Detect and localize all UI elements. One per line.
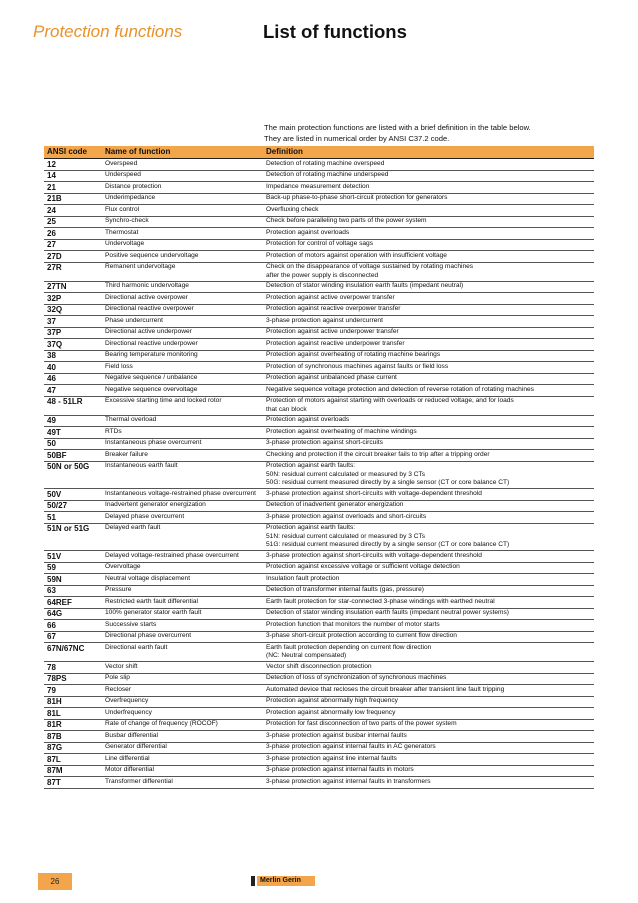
ansi-code-cell: 47 [44,385,102,397]
ansi-code-cell: 51N or 51G [44,523,102,551]
ansi-code-cell: 51 [44,512,102,524]
function-name-cell: Directional phase overcurrent [102,631,263,643]
function-name-cell: Transformer differential [102,777,263,789]
ansi-code-cell: 81R [44,719,102,731]
ansi-code-cell: 67 [44,631,102,643]
function-name-cell: Phase undercurrent [102,316,263,328]
function-name-cell: Instantaneous earth fault [102,461,263,489]
ansi-code-cell: 50/27 [44,500,102,512]
ansi-code-cell: 37Q [44,339,102,351]
table-row [44,251,594,263]
definition-cell: Vector shift disconnection protection [263,662,594,674]
table-row [44,500,594,512]
definition-cell: Checking and protection if the circuit breaker fails to trip after a tripping order [263,450,594,462]
functions-table [44,146,594,789]
table-row [44,708,594,720]
ansi-code-cell: 26 [44,228,102,240]
definition-cell: Detection of rotating machine overspeed [263,159,594,171]
definition-cell: Detection of rotating machine underspeed [263,170,594,182]
ansi-code-cell: 81H [44,696,102,708]
table-row [44,562,594,574]
definition-cell: Detection of inadvertent generator energization [263,500,594,512]
definition-cell: Protection against unbalanced phase current [263,373,594,385]
ansi-code-cell: 79 [44,685,102,697]
table-row [44,228,594,240]
ansi-code-cell: 87L [44,754,102,766]
ansi-code-cell: 12 [44,159,102,171]
table-row [44,620,594,632]
table-row [44,754,594,766]
table-row [44,523,594,551]
ansi-code-cell: 37P [44,327,102,339]
function-name-cell: Breaker failure [102,450,263,462]
ansi-code-cell: 87B [44,731,102,743]
definition-cell: Protection against overheating of rotating machine bearings [263,350,594,362]
table-header-row [44,146,594,159]
brand-name: Merlin Gerin [257,876,315,886]
function-name-cell: Restricted earth fault differential [102,597,263,609]
table-row [44,239,594,251]
definition-cell: Protection against reactive underpower transfer [263,339,594,351]
function-name-cell: Directional earth fault [102,643,263,662]
definition-cell: Negative sequence voltage protection and detection of reverse rotation of rotating machines [263,385,594,397]
table-row [44,551,594,563]
function-name-cell: Directional active underpower [102,327,263,339]
ansi-code-cell: 81L [44,708,102,720]
definition-cell: Protection function that monitors the number of motor starts [263,620,594,632]
function-name-cell: Directional active overpower [102,293,263,305]
ansi-code-cell: 32P [44,293,102,305]
table-row [44,777,594,789]
definition-cell: Detection of loss of synchronization of synchronous machines [263,673,594,685]
definition-cell: Protection against overheating of machine windings [263,427,594,439]
ansi-code-cell: 37 [44,316,102,328]
definition-cell: Earth fault protection for star-connected 3-phase windings with earthed neutral [263,597,594,609]
table-row [44,696,594,708]
ansi-code-cell: 21B [44,193,102,205]
definition-cell: Protection against earth faults: 50N: residual current calculated or measured by 3 CTs 50G: residual current measured directly by a single sensor (CT or core balance CT) [263,461,594,489]
definition-cell: 3-phase protection against busbar internal faults [263,731,594,743]
ansi-code-cell: 59 [44,562,102,574]
section-title: Protection functions [33,22,183,41]
function-name-cell: Inadvertent generator energization [102,500,263,512]
definition-cell: Protection against active underpower transfer [263,327,594,339]
function-name-cell: Remanent undervoltage [102,262,263,281]
definition-cell: Protection against overloads [263,228,594,240]
table-row [44,316,594,328]
table-row [44,597,594,609]
ansi-code-cell: 50BF [44,450,102,462]
table-row [44,396,594,415]
definition-cell: Protection of motors against operation with insufficient voltage [263,251,594,263]
definition-cell: Protection for control of voltage sags [263,239,594,251]
function-name-cell: Underspeed [102,170,263,182]
function-name-cell: Neutral voltage displacement [102,574,263,586]
function-name-cell: Delayed earth fault [102,523,263,551]
function-name-cell: Underimpedance [102,193,263,205]
intro-line-2: They are listed in numerical order by ANSI C37.2 code. [264,134,450,143]
table-row [44,450,594,462]
page-number: 26 [38,873,72,890]
table-row [44,362,594,374]
ansi-code-cell: 27TN [44,281,102,293]
ansi-code-cell: 50 [44,438,102,450]
function-name-cell: Instantaneous phase overcurrent [102,438,263,450]
definition-cell: 3-phase protection against internal faults in transformers [263,777,594,789]
function-name-cell: Busbar differential [102,731,263,743]
ansi-code-cell: 59N [44,574,102,586]
table-row [44,193,594,205]
function-name-cell: Directional reactive overpower [102,304,263,316]
ansi-code-cell: 51V [44,551,102,563]
table-row [44,427,594,439]
function-name-cell: Overvoltage [102,562,263,574]
table-row [44,631,594,643]
table-row [44,673,594,685]
function-name-cell: Thermostat [102,228,263,240]
definition-cell: Detection of stator winding insulation earth faults (impedant neutral power systems) [263,608,594,620]
ansi-code-cell: 50V [44,489,102,501]
brand-logo [251,876,315,886]
table-row [44,512,594,524]
definition-cell: Protection against earth faults: 51N: residual current calculated or measured by 3 CTs 51G: residual current measured directly by a single sensor (CT or core balance CT) [263,523,594,551]
table-row [44,327,594,339]
table-row [44,262,594,281]
column-header-definition: Definition [263,146,594,159]
ansi-code-cell: 64G [44,608,102,620]
function-name-cell: Undervoltage [102,239,263,251]
function-name-cell: RTDs [102,427,263,439]
table-row [44,742,594,754]
function-name-cell: Successive starts [102,620,263,632]
ansi-code-cell: 46 [44,373,102,385]
column-header-ansi-code: ANSI code [44,146,102,159]
table-row [44,585,594,597]
ansi-code-cell: 78PS [44,673,102,685]
function-name-cell: Thermal overload [102,415,263,427]
function-name-cell: Negative sequence / unbalance [102,373,263,385]
definition-cell: Detection of transformer internal faults (gas, pressure) [263,585,594,597]
definition-cell: Protection of motors against starting with overloads or reduced voltage, and for loads that can block [263,396,594,415]
definition-cell: 3-phase protection against internal faults in AC generators [263,742,594,754]
function-name-cell: Field loss [102,362,263,374]
function-name-cell: Vector shift [102,662,263,674]
definition-cell: Back-up phase-to-phase short-circuit protection for generators [263,193,594,205]
function-name-cell: Delayed phase overcurrent [102,512,263,524]
definition-cell: Earth fault protection depending on current flow direction (NC: Neutral compensated) [263,643,594,662]
function-name-cell: Delayed voltage-restrained phase overcurrent [102,551,263,563]
table-row [44,765,594,777]
function-name-cell: Motor differential [102,765,263,777]
table-row [44,662,594,674]
function-name-cell: Pole slip [102,673,263,685]
definition-cell: Protection against active overpower transfer [263,293,594,305]
table-row [44,415,594,427]
ansi-code-cell: 87M [44,765,102,777]
table-row [44,574,594,586]
ansi-code-cell: 25 [44,216,102,228]
definition-cell: 3-phase protection against internal faults in motors [263,765,594,777]
function-name-cell: Distance protection [102,182,263,194]
definition-cell: Insulation fault protection [263,574,594,586]
definition-cell: Protection of synchronous machines against faults or field loss [263,362,594,374]
function-name-cell: 100% generator stator earth fault [102,608,263,620]
table-row [44,293,594,305]
ansi-code-cell: 27D [44,251,102,263]
definition-cell: Impedance measurement detection [263,182,594,194]
table-body [44,159,594,789]
table-row [44,385,594,397]
ansi-code-cell: 27R [44,262,102,281]
function-name-cell: Instantaneous voltage-restrained phase overcurrent [102,489,263,501]
ansi-code-cell: 21 [44,182,102,194]
ansi-code-cell: 48 - 51LR [44,396,102,415]
function-name-cell: Negative sequence overvoltage [102,385,263,397]
function-name-cell: Rate of change of frequency (ROCOF) [102,719,263,731]
ansi-code-cell: 64REF [44,597,102,609]
ansi-code-cell: 87T [44,777,102,789]
intro-text [264,122,594,144]
table-row [44,608,594,620]
definition-cell: 3-phase protection against short-circuits [263,438,594,450]
ansi-code-cell: 40 [44,362,102,374]
definition-cell: Overfluxing check [263,205,594,217]
definition-cell: Protection against abnormally low frequency [263,708,594,720]
table-row [44,643,594,662]
function-name-cell: Overspeed [102,159,263,171]
ansi-code-cell: 67N/67NC [44,643,102,662]
definition-cell: 3-phase short-circuit protection according to current flow direction [263,631,594,643]
definition-cell: Protection for fast disconnection of two parts of the power system [263,719,594,731]
function-name-cell: Excessive starting time and locked rotor [102,396,263,415]
ansi-code-cell: 49T [44,427,102,439]
function-name-cell: Pressure [102,585,263,597]
function-name-cell: Synchro-check [102,216,263,228]
table-row [44,489,594,501]
table-row [44,304,594,316]
ansi-code-cell: 66 [44,620,102,632]
ansi-code-cell: 49 [44,415,102,427]
table-row [44,170,594,182]
table-row [44,731,594,743]
function-name-cell: Directional reactive underpower [102,339,263,351]
function-name-cell: Flux control [102,205,263,217]
table-row [44,685,594,697]
definition-cell: 3-phase protection against overloads and short-circuits [263,512,594,524]
intro-line-1: The main protection functions are listed with a brief definition in the table below. [264,123,531,132]
function-name-cell: Underfrequency [102,708,263,720]
definition-cell: Protection against overloads [263,415,594,427]
definition-cell: Protection against excessive voltage or sufficient voltage detection [263,562,594,574]
column-header-name: Name of function [102,146,263,159]
ansi-code-cell: 50N or 50G [44,461,102,489]
definition-cell: 3-phase protection against short-circuits with voltage-dependent threshold [263,489,594,501]
definition-cell: Check on the disappearance of voltage sustained by rotating machines after the power supply is disconnected [263,262,594,281]
table-row [44,205,594,217]
ansi-code-cell: 87G [44,742,102,754]
definition-cell: 3-phase protection against line internal faults [263,754,594,766]
table-row [44,719,594,731]
function-name-cell: Bearing temperature monitoring [102,350,263,362]
ansi-code-cell: 14 [44,170,102,182]
ansi-code-cell: 78 [44,662,102,674]
definition-cell: Protection against reactive overpower transfer [263,304,594,316]
ansi-code-cell: 63 [44,585,102,597]
definition-cell: 3-phase protection against undercurrent [263,316,594,328]
brand-mark-icon [251,876,255,886]
ansi-code-cell: 27 [44,239,102,251]
table-row [44,281,594,293]
table-row [44,438,594,450]
definition-cell: Detection of stator winding insulation earth faults (impedant neutral) [263,281,594,293]
function-name-cell: Line differential [102,754,263,766]
function-name-cell: Third harmonic undervoltage [102,281,263,293]
definition-cell: Protection against abnormally high frequency [263,696,594,708]
table-row [44,350,594,362]
function-name-cell: Positive sequence undervoltage [102,251,263,263]
definition-cell: 3-phase protection against short-circuits with voltage-dependent threshold [263,551,594,563]
definition-cell: Check before paralleling two parts of the power system [263,216,594,228]
table-row [44,339,594,351]
function-name-cell: Generator differential [102,742,263,754]
table-row [44,461,594,489]
ansi-code-cell: 32Q [44,304,102,316]
ansi-code-cell: 24 [44,205,102,217]
definition-cell: Automated device that recloses the circuit breaker after transient line fault tripping [263,685,594,697]
table-row [44,182,594,194]
table-row [44,373,594,385]
page-title: List of functions [263,21,407,42]
ansi-code-cell: 38 [44,350,102,362]
table-row [44,216,594,228]
function-name-cell: Overfrequency [102,696,263,708]
table-row [44,159,594,171]
function-name-cell: Recloser [102,685,263,697]
